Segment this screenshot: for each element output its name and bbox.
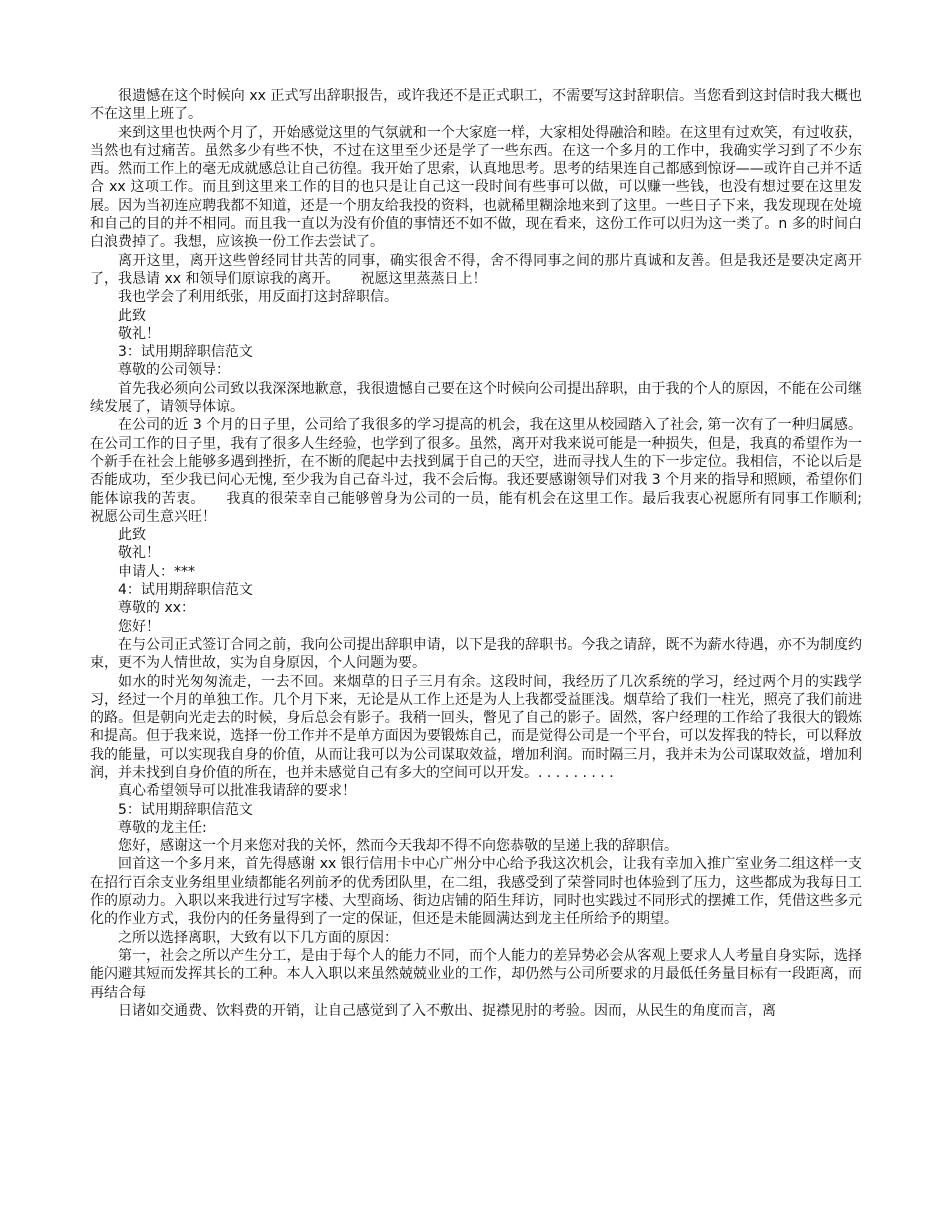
paragraph: 日诸如交通费、饮料费的开销，让自己感觉到了入不敷出、捉襟见肘的考验。因而，从民生的角度而言，离: [118, 1002, 776, 1019]
closing-salutation: 此致: [118, 527, 146, 544]
paragraph: 之所以选择离职，大致有以下几方面的原因：: [118, 929, 398, 946]
paragraph: 真心希望领导可以批准我请辞的要求！: [118, 783, 356, 800]
paragraph: 首先我必须向公司致以我深深地歉意，我很遗憾自己要在这个时候向公司提出辞职，由于我的个人的原因，不能在公司继续发展了，请领导体谅。: [90, 380, 862, 416]
paragraph: 您好，感谢这一个月来您对我的关怀，然而今天我却不得不向您恭敬的呈递上我的辞职信。: [118, 838, 678, 855]
section-heading: 4：试用期辞职信范文: [118, 582, 253, 599]
paragraph: 我也学会了利用纸张，用反面打这封辞职信。: [118, 289, 398, 306]
section-heading: 3：试用期辞职信范文: [118, 344, 253, 361]
paragraph: 在与公司正式签订合同之前，我向公司提出辞职申请，以下是我的辞职书。今我之请辞，既不为薪水待遇，亦不为制度约束，更不为人情世故，实为自身原因，个人问题为要。: [90, 636, 862, 672]
paragraph: 很遗憾在这个时候向 xx 正式写出辞职报告，或许我还不是正式职工，不需要写这封辞职信。当您看到这封信时我大概也不在这里上班了。: [90, 88, 862, 123]
greeting: 尊敬的 xx：: [118, 600, 196, 617]
section-heading: 5：试用期辞职信范文: [118, 801, 253, 818]
closing-salutation: 此致: [118, 307, 146, 324]
paragraph: 如水的时光匆匆流走，一去不回。来烟草的日子三月有余。这段时间，我经历了几次系统的学习，经过两个月的实践学习，经过一个月的单独工作。几个月下来，无论是从工作上还是为人上我都受益匪浅。烟草给了我们一柱光，照亮了我们前进的路。但是朝向光走去的时候，身后总会有影子。我稍一回头，瞥见了自己的影子。固然，客户经理的工作给了我很大的锻炼和提高。但于我来说，选择一份工作并不是单方面因为要锻炼自己，而是觉得公司是一个平台，可以发挥我的特长，可以释放我的能量，可以实现我自身的价值，从而让我可以为公司谋取效益，增加利润。而时隔三月，我并未为公司谋取效益，增加利润，并未找到自身价值的所在，也并未感觉自己有多大的空间可以开发。. . . . . . . . .: [90, 673, 862, 781]
greeting: 尊敬的公司领导：: [118, 362, 230, 379]
signature-line: 申请人：***: [118, 563, 195, 580]
closing-salutation: 敬礼！: [118, 325, 160, 342]
greeting: 尊敬的龙主任:: [118, 819, 207, 836]
paragraph: 回首这一个多月来，首先得感谢 xx 银行信用卡中心广州分中心给予我这次机会，让我有幸加入推广室业务二组这样一支在招行百余支业务组里业绩都能名列前矛的优秀团队里，在二组，我感受到了荣誉同时也体验到了压力，这些都成为我每日工作的原动力。入职以来我进行过写字楼、大型商场、街边店铺的陌生拜访，同时也实践过不同形式的摆摊工作，凭借这些多元化的作业方式，我份内的任务量得到了一定的保证，但还是未能圆满达到龙主任所给予的期望。: [90, 856, 862, 928]
greeting: 您好！: [118, 618, 160, 635]
paragraph: 第一，社会之所以产生分工，是由于每个人的能力不同，而个人能力的差异势必会从客观上要求人人考量自身实际，选择能闪避其短而发挥其长的工种。本人入职以来虽然兢兢业业的工作，却仍然与公司所要求的月最低任务量目标有一段距离，而再结合每: [90, 947, 862, 1001]
paragraph: 来到这里也快两个月了，开始感觉这里的气氛就和一个大家庭一样，大家相处得融洽和睦。在这里有过欢笑，有过收获，当然也有过痛苦。虽然多少有些不快，不过在这里至少还是学了一些东西。在这一个多月的工作中，我确实学习到了不少东西。然而工作上的毫无成就感总让自己彷徨。我开始了思索，认真地思考。思考的结果连自己都感到惊讶——或许自己并不适合 xx 这项工作。而且到这里来工作的目的也只是让自己这一段时间有些事可以做，可以赚一些钱，也没有想过要在这里发展。因为当初连应聘我都不知道，还是一个朋友给我投的资料，也就稀里糊涂地来到了这里。一些日子下来，我发现现在处境和自己的目的并不相同。而且我一直以为没有价值的事情还不如不做，现在看来，这份工作可以归为这一类了。n 多的时间白白浪费掉了。我想，应该换一份工作去尝试了。: [90, 124, 862, 251]
document-page: [90, 87, 862, 1020]
paragraph: 在公司的近 3 个月的日子里，公司给了我很多的学习提高的机会，我在这里从校园踏入了社会, 第一次有了一种归属感。在公司工作的日子里，我有了很多人生经验，也学到了很多。虽然，离开对我来说可能是一种损失，但是，我真的希望作为一个新手在社会上能够多遇到挫折，在不断的爬起中去找到属于自己的天空，进而寻找人生的下一步定位。我相信，不论以后是否能成功，至少我已问心无愧, 至少我为自己奋斗过，我不会后悔。我还要感谢领导们对我 3 个月来的指导和照顾，希望你们能体谅我的苦衷。 我真的很荣幸自己能够曾身为公司的一员，能有机会在这里工作。最后我衷心祝愿所有同事工作顺利; 祝愿公司生意兴旺！: [90, 417, 862, 525]
paragraph: 离开这里，离开这些曾经同甘共苦的同事，确实很舍不得，舍不得同事之间的那片真诚和友善。但是我还是要决定离开了，我恳请 xx 和领导们原谅我的离开。 祝愿这里蒸蒸日上！: [90, 252, 862, 287]
closing-salutation: 敬礼！: [118, 545, 160, 562]
